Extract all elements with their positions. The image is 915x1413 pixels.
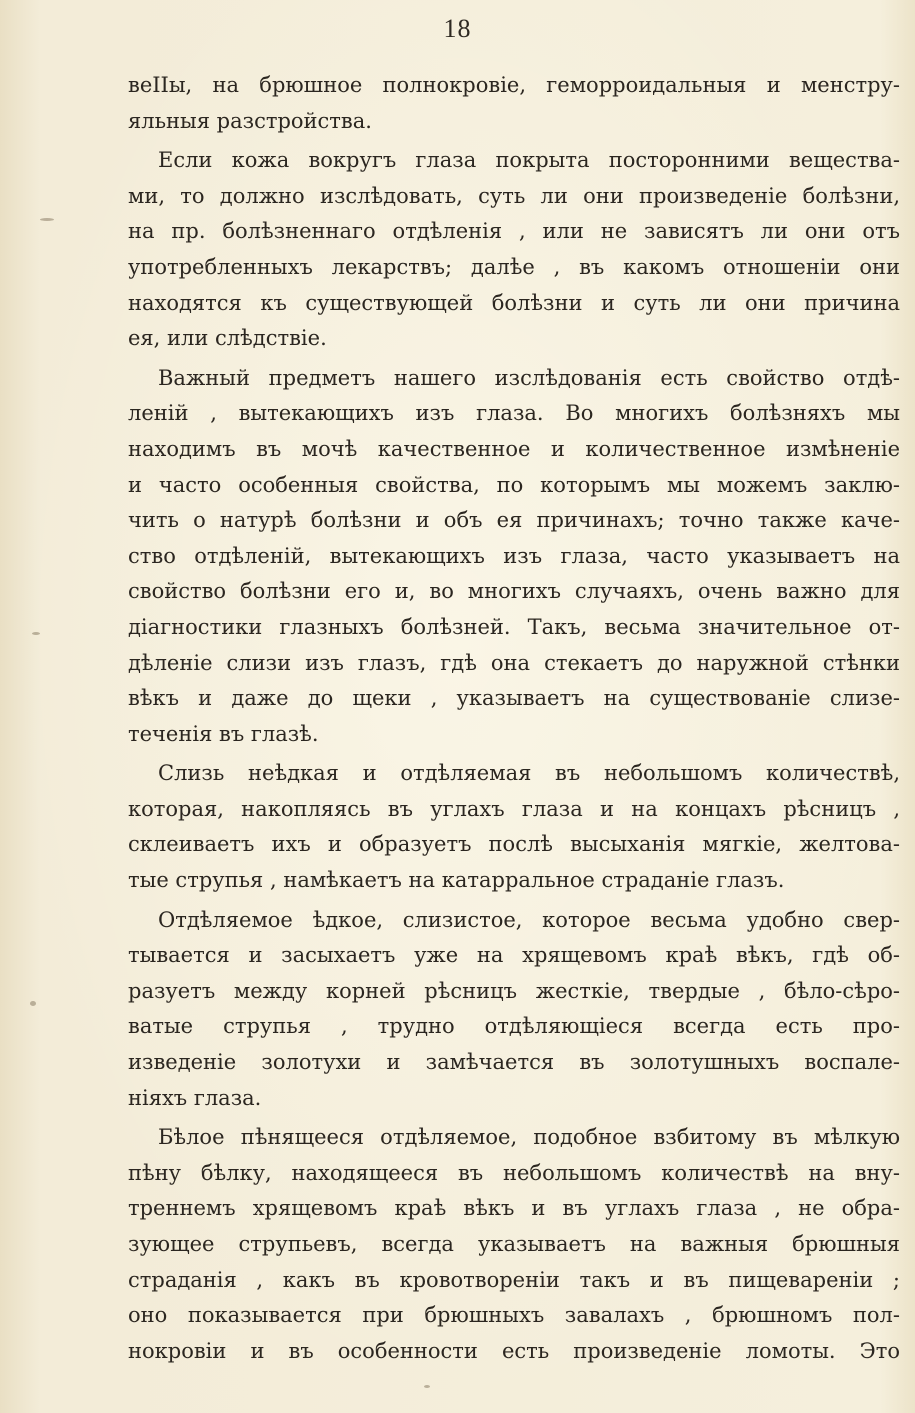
text-line: страданія , какъ въ кровотвореніи такъ и въ пищевареніи ; (128, 1267, 900, 1292)
text-line: яльныя разстройства. (128, 108, 372, 133)
text-line: свойство болѣзни его и, во многихъ случаяхъ, очень важно для (128, 579, 900, 604)
text-line: Важный предметъ нашего изслѣдованія есть свойство отдѣ- (158, 365, 900, 390)
text-line: находимъ въ мочѣ качественное и количественное измѣненіе (128, 436, 900, 461)
text-line: веIIы, на брюшное полнокровіе, геморроидальныя и менстру- (128, 73, 900, 97)
text-line: которая, накопляясь въ углахъ глаза и на концахъ рѣсницъ , (128, 796, 900, 821)
text-line: ніяхъ глаза. (128, 1085, 262, 1110)
text-line: на пр. болѣзненнаго отдѣленія , или не зависятъ ли они отъ (128, 219, 900, 244)
text-line: и часто особенныя свойства, по которымъ мы можемъ заклю- (128, 472, 900, 497)
text-line: теченія въ глазѣ. (128, 721, 319, 746)
text-line: леній , вытекающихъ изъ глаза. Во многихъ болѣзняхъ мы (128, 401, 900, 426)
text-line: Бѣлое пѣнящееся отдѣляемое, подобное взбитому въ мѣлкую (158, 1125, 900, 1150)
text-line: ство отдѣленій, вытекающихъ изъ глаза, часто указываетъ на (128, 543, 900, 568)
text-line: тывается и засыхаетъ уже на хрящевомъ краѣ вѣкъ, гдѣ об- (128, 943, 900, 968)
text-line: Отдѣляемое ѣдкое, слизистое, которое весьма удобно свер- (158, 907, 900, 932)
text-line: изведеніе золотухи и замѣчается въ золотушныхъ воспале- (128, 1050, 900, 1075)
text-line: нокровіи и въ особенности есть произведеніе ломоты. Это (128, 1338, 900, 1363)
text-line: дѣленіе слизи изъ глазъ, гдѣ она стекаетъ до наружной стѣнки (128, 650, 900, 675)
paper-speck (30, 1001, 36, 1006)
text-line: склеиваетъ ихъ и образуетъ послѣ высыханія мягкіе, желтова- (128, 832, 900, 857)
text-line: чить о натурѣ болѣзни и объ ея причинахъ; точно также каче- (128, 508, 900, 533)
text-line: оно показывается при брюшныхъ завалахъ , брюшномъ пол- (128, 1303, 900, 1328)
text-line: разуетъ между корней рѣсницъ жесткіе, твердые , бѣло-сѣро- (128, 978, 900, 1003)
text-line: пѣну бѣлку, находящееся въ небольшомъ количествѣ на вну- (128, 1160, 900, 1185)
paper-speck (424, 1385, 430, 1388)
text-line: Слизь неѣдкая и отдѣляемая въ небольшомъ количествѣ, (158, 761, 900, 786)
text-line: находятся къ существующей болѣзни и суть ли они причина (128, 290, 900, 315)
text-line: ея, или слѣдствіе. (128, 326, 327, 351)
paper-speck (40, 218, 54, 221)
text-line: тые струпья , намѣкаетъ на катарральное страданіе глазъ. (128, 868, 785, 893)
paper-speck (32, 632, 40, 635)
text-line: Если кожа вокругъ глаза покрыта посторонними вещества- (158, 148, 900, 173)
text-line: вѣкъ и даже до щеки , указываетъ на существованіе слизе- (128, 686, 900, 711)
text-line: употребленныхъ лекарствъ; далѣе , въ какомъ отношеніи они (128, 254, 900, 279)
text-line: зующее струпьевъ, всегда указываетъ на важныя брюшныя (128, 1232, 900, 1256)
body-text (128, 68, 900, 1369)
page-number: 18 (443, 14, 472, 43)
text-line: ватые струпья , трудно отдѣляющіеся всегда есть про- (128, 1014, 900, 1039)
text-line: діагностики глазныхъ болѣзней. Такъ, весьма значительное от- (128, 614, 900, 639)
text-line: ми, то должно изслѣдовать, суть ли они произведеніе болѣзни, (128, 183, 900, 208)
text-line: треннемъ хрящевомъ краѣ вѣкъ и въ углахъ глаза , не обра- (128, 1196, 900, 1221)
